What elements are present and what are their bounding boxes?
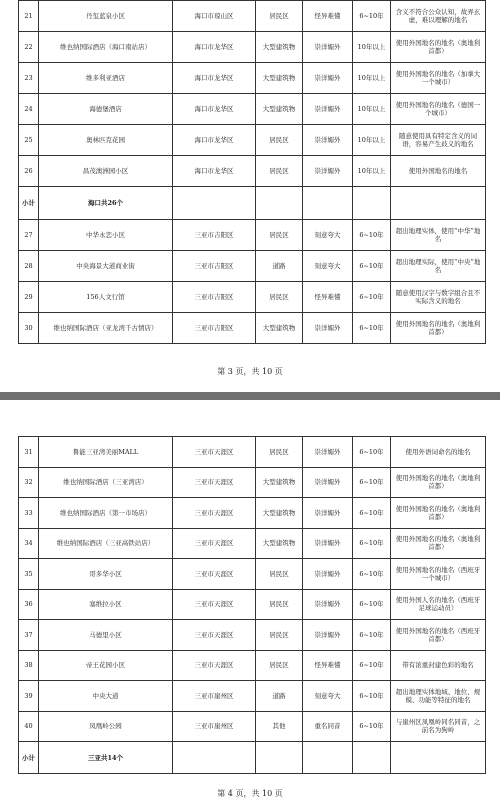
table-row [19, 94, 486, 125]
table-row [19, 63, 486, 94]
location: 海口市龙华区 [173, 156, 256, 187]
duration: 6~10年 [353, 559, 391, 590]
location: 三亚市天涯区 [173, 620, 256, 651]
place-name: 奥林匹克花园 [39, 125, 173, 156]
empty-cell [256, 742, 303, 774]
issue-type: 崇洋媚外 [303, 94, 353, 125]
duration: 10年以上 [353, 156, 391, 187]
document-page-4 [0, 400, 500, 808]
empty-cell [391, 742, 486, 774]
category: 居民区 [256, 156, 303, 187]
row-number: 29 [19, 282, 39, 313]
row-number: 26 [19, 156, 39, 187]
duration: 10年以上 [353, 94, 391, 125]
table-row [19, 620, 486, 651]
empty-cell [303, 742, 353, 774]
issue-type: 怪异难懂 [303, 650, 353, 681]
row-number: 28 [19, 251, 39, 282]
row-number: 35 [19, 559, 39, 590]
place-name: 凤凰岭公园 [39, 711, 173, 742]
duration: 6~10年 [353, 251, 391, 282]
category: 其他 [256, 711, 303, 742]
remark: 超出地理实际，使用“中央”地名 [391, 251, 486, 282]
duration: 6~10年 [353, 467, 391, 498]
location: 三亚市天涯区 [173, 467, 256, 498]
location: 三亚市天涯区 [173, 650, 256, 681]
remark: 超出地理实体，使用“中华”地名 [391, 220, 486, 251]
table-row [19, 282, 486, 313]
issue-type: 崇洋媚外 [303, 63, 353, 94]
issue-type: 崇洋媚外 [303, 559, 353, 590]
place-name: 维也纳国际酒店（海口南站店） [39, 32, 173, 63]
issue-type: 刻意夸大 [303, 220, 353, 251]
document-page-3 [0, 0, 500, 392]
remark: 随意使用汉字与数字组合且不实际含义的地名 [391, 282, 486, 313]
table-row [19, 711, 486, 742]
category: 居民区 [256, 220, 303, 251]
row-number: 40 [19, 711, 39, 742]
place-name: 维也纳国际酒店（第一市场店） [39, 498, 173, 529]
issue-type: 崇洋媚外 [303, 32, 353, 63]
duration: 6~10年 [353, 437, 391, 468]
place-name: 鲁能三亚湾美丽MALL [39, 437, 173, 468]
category: 居民区 [256, 589, 303, 620]
place-name: 帝王花园小区 [39, 650, 173, 681]
empty-cell [173, 187, 256, 220]
remark: 使用外国地名的地名（奥地利首都） [391, 32, 486, 63]
location: 海口市琼山区 [173, 1, 256, 32]
table-row [19, 437, 486, 468]
page-footer: 第 4 页，共 10 页 [217, 789, 283, 798]
table-row [19, 125, 486, 156]
place-name: 丹玺蓝泉小区 [39, 1, 173, 32]
table-row [19, 467, 486, 498]
table-row [19, 32, 486, 63]
location: 三亚市吉阳区 [173, 220, 256, 251]
row-number: 31 [19, 437, 39, 468]
place-name: 昌茂澳洲园小区 [39, 156, 173, 187]
location: 海口市龙华区 [173, 94, 256, 125]
location: 海口市龙华区 [173, 125, 256, 156]
records-table [18, 0, 486, 344]
issue-type: 重名同音 [303, 711, 353, 742]
issue-type: 崇洋媚外 [303, 313, 353, 344]
category: 大型建筑物 [256, 63, 303, 94]
remark: 带有浓重封建色彩的地名 [391, 650, 486, 681]
category: 道路 [256, 681, 303, 712]
location: 三亚市崖州区 [173, 681, 256, 712]
location: 海口市龙华区 [173, 32, 256, 63]
empty-cell [353, 742, 391, 774]
subtotal-label: 小计 [19, 187, 39, 220]
remark: 使用外语词命名的地名 [391, 437, 486, 468]
table-row [19, 650, 486, 681]
duration: 6~10年 [353, 498, 391, 529]
table-row [19, 1, 486, 32]
place-name: 维也纳国际酒店（三亚高铁站店） [39, 528, 173, 559]
table-row [19, 681, 486, 712]
location: 三亚市天涯区 [173, 559, 256, 590]
location: 海口市龙华区 [173, 63, 256, 94]
duration: 6~10年 [353, 681, 391, 712]
issue-type: 崇洋媚外 [303, 156, 353, 187]
duration: 6~10年 [353, 313, 391, 344]
empty-cell [353, 187, 391, 220]
row-number: 33 [19, 498, 39, 529]
place-name: 中央大道 [39, 681, 173, 712]
subtotal-value: 海口共26个 [39, 187, 173, 220]
issue-type: 崇洋媚外 [303, 589, 353, 620]
subtotal-value: 三亚共14个 [39, 742, 173, 774]
duration: 10年以上 [353, 32, 391, 63]
place-name: 塞维拉小区 [39, 589, 173, 620]
category: 居民区 [256, 125, 303, 156]
issue-type: 崇洋媚外 [303, 620, 353, 651]
place-name: 156人文行馆 [39, 282, 173, 313]
duration: 6~10年 [353, 1, 391, 32]
location: 三亚市天涯区 [173, 589, 256, 620]
subtotal-label: 小计 [19, 742, 39, 774]
place-name: 海德堡酒店 [39, 94, 173, 125]
category: 居民区 [256, 650, 303, 681]
duration: 10年以上 [353, 125, 391, 156]
remark: 含义不符合公众认知，故弄玄虚，难以理解的地名 [391, 1, 486, 32]
remark: 使用外国地名的地名（德国一个城市） [391, 94, 486, 125]
category: 居民区 [256, 282, 303, 313]
issue-type: 怪异难懂 [303, 1, 353, 32]
empty-cell [391, 187, 486, 220]
remark: 超出地理实体地域、地位、规模、功能等特征的地名 [391, 681, 486, 712]
location: 三亚市吉阳区 [173, 282, 256, 313]
issue-type: 崇洋媚外 [303, 467, 353, 498]
table-row [19, 220, 486, 251]
row-number: 21 [19, 1, 39, 32]
location: 三亚市吉阳区 [173, 313, 256, 344]
row-number: 24 [19, 94, 39, 125]
row-number: 37 [19, 620, 39, 651]
page-separator [0, 392, 500, 400]
duration: 6~10年 [353, 220, 391, 251]
location: 三亚市天涯区 [173, 528, 256, 559]
table-row [19, 498, 486, 529]
duration: 6~10年 [353, 589, 391, 620]
row-number: 36 [19, 589, 39, 620]
category: 大型建筑物 [256, 313, 303, 344]
issue-type: 怪异难懂 [303, 282, 353, 313]
row-number: 39 [19, 681, 39, 712]
issue-type: 刻意夸大 [303, 251, 353, 282]
issue-type: 崇洋媚外 [303, 498, 353, 529]
row-number: 32 [19, 467, 39, 498]
remark: 使用外国地名的地名（奥地利首都） [391, 313, 486, 344]
table-row [19, 589, 486, 620]
records-table [18, 436, 486, 774]
duration: 6~10年 [353, 711, 391, 742]
row-number: 23 [19, 63, 39, 94]
place-name: 维也纳国际酒店（亚龙湾千古情店） [39, 313, 173, 344]
remark: 使用外国地名的地名（西班牙首都） [391, 620, 486, 651]
subtotal-row [19, 187, 486, 220]
remark: 使用外国地名的地名（奥地利首都） [391, 528, 486, 559]
remark: 使用外国人名的地名（西班牙足球运动员） [391, 589, 486, 620]
duration: 10年以上 [353, 63, 391, 94]
place-name: 维也纳国际酒店（三亚湾店） [39, 467, 173, 498]
category: 居民区 [256, 559, 303, 590]
remark: 使用外国地名的地名 [391, 156, 486, 187]
category: 居民区 [256, 620, 303, 651]
issue-type: 刻意夸大 [303, 681, 353, 712]
category: 大型建筑物 [256, 94, 303, 125]
row-number: 38 [19, 650, 39, 681]
location: 三亚市天涯区 [173, 498, 256, 529]
remark: 使用外国地名的地名（加拿大一个城市） [391, 63, 486, 94]
row-number: 25 [19, 125, 39, 156]
remark: 随意使用具有特定含义的词语，容易产生歧义的地名 [391, 125, 486, 156]
duration: 6~10年 [353, 528, 391, 559]
row-number: 27 [19, 220, 39, 251]
duration: 6~10年 [353, 620, 391, 651]
remark: 使用外国地名的地名（西班牙一个城市） [391, 559, 486, 590]
place-name: 中华永恋小区 [39, 220, 173, 251]
subtotal-row [19, 742, 486, 774]
row-number: 34 [19, 528, 39, 559]
table-row [19, 528, 486, 559]
category: 大型建筑物 [256, 498, 303, 529]
location: 三亚市吉阳区 [173, 251, 256, 282]
category: 居民区 [256, 437, 303, 468]
table-row [19, 313, 486, 344]
place-name: 马德里小区 [39, 620, 173, 651]
issue-type: 崇洋媚外 [303, 528, 353, 559]
issue-type: 崇洋媚外 [303, 437, 353, 468]
table-row [19, 559, 486, 590]
remark: 使用外国地名的地名（奥地利首都） [391, 498, 486, 529]
category: 大型建筑物 [256, 528, 303, 559]
category: 道路 [256, 251, 303, 282]
empty-cell [173, 742, 256, 774]
category: 居民区 [256, 1, 303, 32]
table-row [19, 156, 486, 187]
place-name: 维多利亚酒店 [39, 63, 173, 94]
category: 大型建筑物 [256, 467, 303, 498]
remark: 与崖州区凤凰岭同名同音，之前名为狗岭 [391, 711, 486, 742]
place-name: 哥多华小区 [39, 559, 173, 590]
location: 三亚市崖州区 [173, 711, 256, 742]
row-number: 30 [19, 313, 39, 344]
location: 三亚市天涯区 [173, 437, 256, 468]
issue-type: 崇洋媚外 [303, 125, 353, 156]
empty-cell [303, 187, 353, 220]
remark: 使用外国地名的地名（奥地利首都） [391, 467, 486, 498]
empty-cell [256, 187, 303, 220]
row-number: 22 [19, 32, 39, 63]
place-name: 中央海景大道商业街 [39, 251, 173, 282]
table-row [19, 251, 486, 282]
category: 大型建筑物 [256, 32, 303, 63]
duration: 6~10年 [353, 282, 391, 313]
duration: 6~10年 [353, 650, 391, 681]
page-footer: 第 3 页，共 10 页 [217, 367, 283, 376]
